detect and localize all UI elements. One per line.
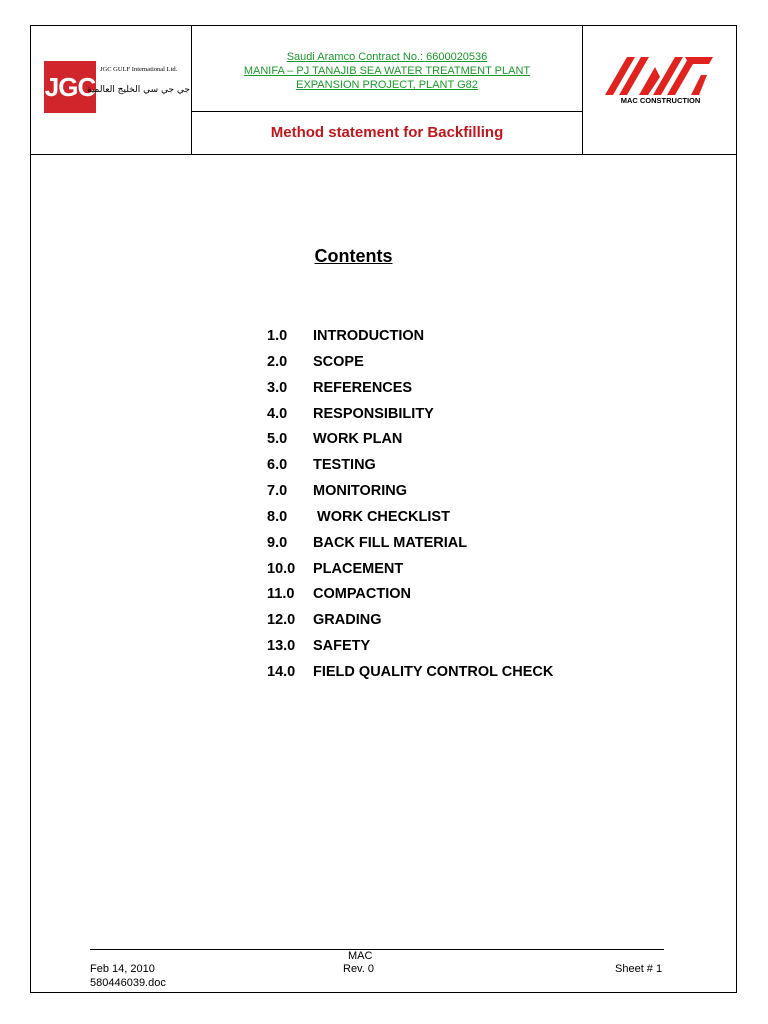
toc-label: BACK FILL MATERIAL (313, 534, 468, 551)
footer-date: Feb 14, 2010 (90, 963, 155, 975)
toc-number: 2.0 (267, 353, 288, 370)
toc-number: 7.0 (267, 483, 288, 500)
toc-label: REFERENCES (313, 379, 413, 396)
toc-number: 6.0 (267, 457, 288, 474)
document-title: Method statement for Backfilling (270, 124, 504, 141)
footer-company: MAC (348, 950, 373, 962)
toc-label: INTRODUCTION (313, 328, 425, 344)
contents-heading: Contents (314, 246, 393, 266)
toc-item (267, 612, 553, 638)
jgc-company-ar: جي جي سي الخليج العالمية (87, 85, 190, 95)
mac-company-name: MAC CONSTRUCTION (620, 96, 701, 105)
toc-label: COMPACTION (313, 586, 412, 603)
toc-number: 12.0 (267, 612, 296, 629)
title-cell (191, 111, 583, 155)
footer-revision: Rev. 0 (343, 963, 374, 975)
toc-number: 13.0 (267, 638, 296, 655)
jgc-logo-cell (30, 25, 192, 155)
contract-line: Saudi Aramco Contract No.: 6600020536 (286, 51, 488, 63)
table-of-contents (267, 328, 553, 690)
toc-label: RESPONSIBILITY (313, 405, 434, 422)
toc-label: WORK CHECKLIST (313, 508, 450, 525)
toc-item (267, 561, 553, 587)
toc-number: 8.0 (267, 508, 288, 525)
toc-label: WORK PLAN (313, 431, 403, 448)
toc-item (267, 328, 553, 354)
toc-label: PLACEMENT (313, 560, 404, 577)
toc-label: GRADING (313, 612, 382, 629)
mac-construction-logo (605, 55, 715, 95)
footer-divider (90, 949, 664, 950)
toc-item (267, 586, 553, 612)
toc-number: 3.0 (267, 379, 288, 396)
toc-item (267, 483, 553, 509)
toc-label: SCOPE (313, 353, 364, 370)
jgc-logo-text: JGC (44, 71, 96, 102)
jgc-company-en: JGC GULF International Ltd. (100, 66, 178, 73)
toc-number: 11.0 (267, 586, 295, 603)
toc-item (267, 509, 553, 535)
toc-number: 9.0 (267, 534, 288, 551)
toc-item (267, 406, 553, 432)
contract-line: EXPANSION PROJECT, PLANT G82 (296, 79, 478, 91)
toc-number: 5.0 (267, 431, 288, 448)
toc-item (267, 457, 553, 483)
mac-logo-cell (582, 25, 737, 155)
contract-info (192, 25, 582, 92)
toc-number: 10.0 (267, 560, 296, 577)
toc-item (267, 638, 553, 664)
toc-label: MONITORING (313, 483, 407, 500)
toc-item (267, 431, 553, 457)
footer-filename: 580446039.doc (90, 977, 166, 989)
toc-label: SAFETY (313, 638, 371, 655)
contract-line: MANIFA – PJ TANAJIB SEA WATER TREATMENT PLANT (243, 65, 531, 77)
toc-number: 14.0 (267, 663, 296, 680)
toc-number: 4.0 (267, 405, 288, 422)
contract-cell (191, 25, 583, 112)
toc-item (267, 535, 553, 561)
toc-number: 1.0 (267, 328, 288, 344)
jgc-company-text (87, 66, 190, 95)
toc-item (267, 380, 553, 406)
toc-item (267, 664, 553, 690)
toc-label: TESTING (313, 457, 376, 474)
toc-label: FIELD QUALITY CONTROL CHECK (313, 663, 554, 680)
document-header (30, 25, 737, 155)
toc-item (267, 354, 553, 380)
footer-sheet: Sheet # 1 (615, 963, 663, 975)
